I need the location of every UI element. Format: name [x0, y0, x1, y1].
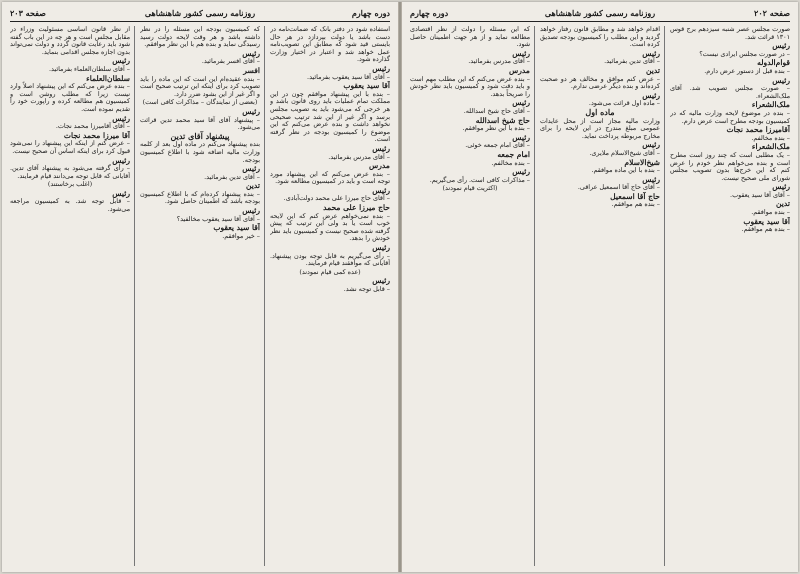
left-column-2	[140, 26, 260, 566]
right-column-2	[540, 26, 660, 566]
speech-paragraph: – آقای آقا سید یعقوب مخالفید؟	[176, 214, 260, 223]
speech-paragraph: – رأی گرفته می‌شود به پیشنهاد آقای تدین. آقایانی که قابل توجه می‌دانند قیام فرمایند.	[10, 164, 130, 180]
speech-paragraph: – آقای حاج آقا اسمعیل عراقی.	[577, 183, 660, 192]
speech-paragraph: – عرض کنم موافق و مخالف هر دو صحبت کرده‌اند و بنده دیگر عرضی ندارم.	[540, 74, 660, 91]
section-heading: پیشنهاد آقای تدین	[170, 130, 230, 141]
speaker-name: افسر	[243, 65, 260, 75]
speech-paragraph: – بنده با این ماده موافقم.	[591, 166, 660, 175]
speech-paragraph: – آقای تدین بفرمائید.	[604, 57, 660, 66]
right-column-3	[410, 26, 530, 566]
speech-paragraph: – آقای امام جمعه خوئی.	[465, 141, 530, 150]
right-column-divider-2	[534, 26, 535, 566]
speech-paragraph: – بنده قبل از دستور عرض دارم.	[704, 66, 790, 75]
speaker-name: رئیس	[642, 174, 660, 184]
speaker-name: رئیس	[242, 48, 260, 58]
right-page-title: روزنامه رسمی کشور شاهنشاهی	[544, 8, 656, 18]
speaker-name: حاج شیخ اسدالله	[475, 115, 530, 125]
speech-paragraph: – آقای مدرس بفرمائید.	[468, 57, 530, 66]
speech-paragraph: – رأی می‌گیریم به قابل توجه بودن پیشنهاد. آقایانی که موافقند قیام فرمایند.	[270, 251, 390, 268]
speech-paragraph: – بنده هم موافقم.	[741, 225, 790, 234]
speech-paragraph: – بنده عقیده‌ام این است که این ماده را باید تصویب کرد برای اینکه این ترتیب صحیح است و اگر غیر از این بشود ضرر دارد.	[140, 74, 260, 98]
speaker-name: تدین	[646, 65, 660, 75]
stage-direction: (اغلب برخاستند)	[47, 180, 93, 189]
speech-paragraph: که کمیسیون بودجه این مسئله را در نظر داشته باشد و هر وقت لایحه دولت رسید رسیدگی نماید و بنده هم با این نظر موافقم.	[140, 26, 260, 49]
speech-paragraph: – آقای حاج شیخ اسدالله.	[463, 106, 530, 115]
speaker-name: رئیس	[642, 140, 660, 150]
speaker-name: رئیس	[772, 41, 790, 51]
section-heading: ماده اول	[585, 106, 615, 117]
left-column-divider-1	[264, 26, 265, 566]
speaker-name: رئیس	[372, 243, 390, 253]
speech-paragraph: – بنده عرض می‌کنم که این پیشنهاد مورد توجه است و باید در کمیسیون مطالعه شود.	[270, 169, 390, 186]
speaker-name: رئیس	[372, 185, 390, 195]
speech-paragraph: – قابل توجه نشد.	[343, 285, 390, 293]
newspaper-spread	[2, 2, 798, 572]
speech-paragraph: – آقای سلطان‌العلماء بفرمائید.	[49, 64, 130, 73]
speech-paragraph: – یک مطلبی است که چند روز است مطرح است و بنده می‌خواهم نظر خودم را عرض کنم که این خرج‌ها بدون تصویب مجلس شورای ملی صحیح نیست.	[670, 150, 790, 182]
speech-paragraph: وزارت مالیه مجاز است از محل عایدات عمومی مبلغ مندرج در این لایحه را برای مخارج مربوطه پرداخت نماید.	[540, 116, 660, 140]
speaker-name: رئیس	[112, 113, 130, 123]
right-page	[402, 2, 798, 572]
left-column-1	[270, 26, 390, 566]
speaker-name: حاج آقا اسمعیل	[610, 191, 660, 201]
speech-paragraph: بنده پیشنهاد می‌کنم در ماده اول بعد از کلمه وزارت مالیه اضافه شود با اطلاع کمیسیون بودجه.	[140, 140, 260, 164]
speaker-name: رئیس	[772, 182, 790, 192]
left-column-3	[10, 26, 130, 566]
speech-paragraph: – خیر موافقم.	[222, 231, 260, 240]
left-page	[2, 2, 398, 572]
speech-paragraph: – قابل توجه شد. به کمیسیون مراجعه می‌شود.	[10, 197, 130, 214]
left-header-rule	[10, 21, 390, 22]
speech-paragraph: – بنده پیشنهاد کرده‌ام که با اطلاع کمیسیون بودجه باشد که اطمینان حاصل شود.	[140, 189, 260, 206]
speech-paragraph: – آقای شیخ‌الاسلام ملایری.	[589, 148, 660, 157]
speech-paragraph: – بنده عرض می‌کنم که این پیشنهاد اصلاً وارد نیست زیرا که مطلب روشن است و کمیسیون هم مطالعه کرده و راپورت خود را تقدیم نموده است.	[10, 82, 130, 113]
speech-paragraph: – آقای آقا سید یعقوب بفرمائید.	[307, 72, 390, 81]
speech-paragraph: – بنده عرض می‌کنم که این مطلب مهم است و باید دقت شود و کمیسیون باید نظر خودش را صریحاً بدهد.	[410, 74, 530, 98]
speech-paragraph: که این مسئله را دولت از نظر اقتصادی مطالعه نماید و از هر جهت اطمینان حاصل شود.	[410, 26, 530, 49]
speaker-name: تدین	[246, 181, 260, 191]
speech-paragraph: – ماده اول قرائت می‌شود.	[588, 99, 660, 108]
speaker-name: رئیس	[772, 75, 790, 85]
speech-paragraph: – آقای آقامیرزا محمد نجات.	[55, 122, 130, 131]
speaker-name: رئیس	[512, 98, 530, 108]
speech-paragraph: – بنده مخالفم.	[491, 158, 530, 167]
speech-paragraph: – پیشنهاد آقای آقا سید محمد تدین قرائت می‌شود.	[140, 115, 260, 132]
speech-paragraph: – بنده در موضوع لایحه وزارت مالیه که در کمیسیون بودجه مطرح است عرض دارم.	[670, 108, 790, 125]
speaker-name: رئیس	[372, 143, 390, 153]
speaker-name: رئیس	[112, 188, 130, 198]
speaker-name: رئیس	[512, 132, 530, 142]
left-column-divider-2	[134, 26, 135, 566]
speaker-name: تدین	[776, 199, 790, 209]
right-column-divider-1	[664, 26, 665, 566]
speech-paragraph: – آقای تدین بفرمائید.	[204, 172, 260, 181]
speech-paragraph: – آقای حاج میرزا علی محمد دولت‌آبادی.	[283, 194, 390, 203]
speech-paragraph: – بنده موافقم.	[751, 208, 790, 217]
right-page-header	[410, 8, 790, 20]
speaker-name: رئیس	[112, 56, 130, 66]
speech-paragraph: از نظر قانون اساسی مسئولیت وزراء در مقابل مجلس است و هر چه در این باب گفته شود باید رعایت قانون گردد و دولت نمی‌تواند بدون اجازه مجلس اقدامی بنماید.	[10, 26, 130, 56]
left-page-volume: دوره چهارم	[351, 8, 390, 18]
speaker-name: آقامیرزا محمد نجات	[726, 125, 790, 135]
right-page-number: صفحه ۲۰۲	[754, 8, 790, 18]
speech-paragraph: استفاده شود در دفتر بانک که ضمانت‌نامه در دست باشد یا دولت بپردازد در هر حال بایستی قید شود که مطابق این تصویب‌نامه عمل خواهد شد و اعتبار در اختیار وزارت گذارده شود.	[270, 26, 390, 64]
left-page-header	[10, 8, 390, 20]
speaker-name: ملک‌الشعراء	[751, 142, 790, 152]
speaker-name: آقا سید یعقوب	[743, 216, 790, 226]
speech-paragraph: – آقای آقا سید یعقوب.	[730, 190, 790, 199]
speaker-name: رئیس	[642, 48, 660, 58]
speech-paragraph: – مذاکرات کافی است. رأی می‌گیریم.	[429, 175, 530, 184]
left-page-title: روزنامه رسمی کشور شاهنشاهی	[144, 8, 256, 18]
speaker-name: سلطان‌العلماء	[86, 73, 130, 83]
speaker-name: آقا سید یعقوب	[343, 81, 390, 91]
speech-paragraph: – بنده با این پیشنهاد موافقم چون در این مملکت تمام عملیات باید روی قانون باشد و هر خرجی که می‌شود باید به تصویب مجلس برسد و اگر غیر از این شد ترتیب صحیحی نخواهد داشت و بنده عرض می‌کنم که این موضوع را کمیسیون بودجه در نظر گرفته است.	[270, 89, 390, 144]
stage-direction: (اکثریت قیام نمودند)	[442, 184, 498, 193]
right-page-volume: دوره چهارم	[410, 8, 449, 18]
speech-paragraph: – در صورت مجلس ایرادی نیست؟	[699, 49, 790, 58]
speaker-name: مدرس	[369, 161, 390, 171]
speech-paragraph: – آقای مدرس بفرمائید.	[328, 152, 390, 161]
speaker-name: رئیس	[372, 276, 390, 286]
speaker-name: آقا سید یعقوب	[213, 223, 260, 233]
speech-paragraph: – بنده هم موافقم.	[611, 200, 660, 209]
speaker-name: شیخ‌الاسلام	[624, 157, 660, 167]
speech-paragraph: صورت مجلس عصر شنبه سیزدهم برج قوس ۱۳۰۱ قرائت شد.	[670, 26, 790, 41]
speech-paragraph: – عرض کنم از اینکه این پیشنهاد را نمی‌شود قبول کرد برای اینکه اساس آن صحیح نیست.	[10, 139, 130, 155]
speaker-name: رئیس	[512, 167, 530, 177]
speaker-name: رئیس	[372, 63, 390, 73]
speaker-name: رئیس	[112, 155, 130, 165]
stage-direction: (بعضی از نمایندگان – مذاکرات کافی است)	[142, 98, 258, 107]
speech-paragraph: – صورت مجلس تصویب شد. آقای ملک‌الشعراء.	[670, 84, 790, 100]
speaker-name: رئیس	[512, 48, 530, 58]
speech-paragraph: – آقای افسر بفرمائید.	[201, 57, 260, 66]
speech-paragraph: – بنده نمی‌خواهم عرض کنم که این لایحه خوب است یا بد ولی این ترتیب که پیش گرفته شده صحیح نیست و کمیسیون باید نظر خودش را بدهد.	[270, 211, 390, 243]
left-page-number: صفحه ۲۰۳	[10, 8, 46, 18]
speaker-name: رئیس	[242, 106, 260, 116]
speaker-name: امام جمعه	[497, 149, 530, 159]
speaker-name: مدرس	[509, 65, 530, 75]
right-header-rule	[410, 21, 790, 22]
speaker-name: رئیس	[642, 90, 660, 100]
right-column-1	[670, 26, 790, 566]
speaker-name: حاج میرزا علی محمد	[323, 203, 390, 213]
speaker-name: رئیس	[242, 164, 260, 174]
speaker-name: آقا میرزا محمد نجات	[63, 130, 130, 140]
speaker-name: رئیس	[242, 206, 260, 216]
speaker-name: ملک‌الشعراء	[751, 100, 790, 110]
speech-paragraph: اقدام خواهد شد و مطابق قانون رفتار خواهد گردید و این مطلب را کمیسیون بودجه تصدیق کرده است.	[540, 26, 660, 49]
stage-direction: (عده کمی قیام نمودند)	[299, 267, 361, 276]
speech-paragraph: – بنده مخالفم.	[751, 133, 790, 142]
speaker-name: قوام‌الدوله	[757, 58, 790, 68]
speech-paragraph: – بنده با این نظر موافقم.	[462, 124, 530, 133]
